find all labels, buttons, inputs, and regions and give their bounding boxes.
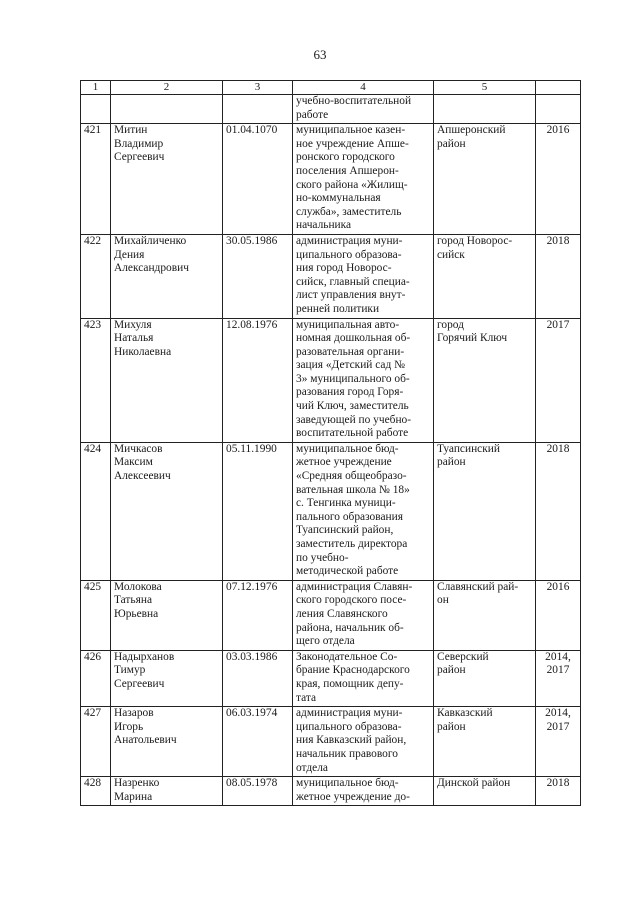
years-cell	[536, 442, 581, 580]
column-header: 4	[293, 81, 434, 95]
year-line: 2014,	[545, 650, 571, 663]
organization-line: отдела	[296, 761, 328, 774]
continuation-row	[81, 95, 581, 124]
years-cell	[536, 124, 581, 235]
year-line: 2018	[546, 234, 570, 247]
organization-line: муниципальная авто-	[296, 318, 400, 331]
name-line: Митин	[114, 124, 148, 137]
column-header: 1	[81, 81, 111, 95]
years-cell	[536, 707, 581, 777]
table-row	[81, 124, 581, 235]
years-cell	[536, 234, 581, 318]
name-line: Николаевна	[114, 345, 172, 358]
name-line: Анатольевич	[114, 734, 177, 747]
district-cell	[434, 650, 536, 706]
row-number-cell: 428	[81, 777, 111, 806]
district-line: Горячий Ключ	[437, 332, 508, 345]
full-name-cell	[111, 318, 223, 442]
column-header: 5	[434, 81, 536, 95]
organization-line: муниципальное бюд-	[296, 442, 399, 455]
organization-cell	[293, 318, 434, 442]
registry-table	[80, 80, 581, 806]
district-line: город Новорос-	[437, 234, 513, 247]
organization-line: пального образования	[296, 510, 403, 523]
organization-line: зация «Детский сад №	[296, 359, 406, 372]
full-name-cell	[111, 234, 223, 318]
organization-line: тата	[296, 691, 317, 704]
organization-line: района, начальник об-	[296, 621, 404, 634]
organization-line: Туапсинский район,	[296, 524, 394, 537]
organization-line: вательная школа № 18»	[296, 483, 410, 496]
organization-line: по учебно-	[296, 551, 349, 564]
name-line: Максим	[114, 456, 153, 469]
organization-line: администрация Славян-	[296, 580, 413, 593]
name-line: Владимир	[114, 137, 164, 150]
full-name-cell	[111, 650, 223, 706]
district-line: Туапсинский	[437, 442, 500, 455]
organization-cell	[293, 95, 434, 124]
year-line: 2016	[546, 124, 570, 137]
name-line: Наталья	[114, 332, 154, 345]
year-line: 2018	[546, 777, 570, 790]
name-line: Назаров	[114, 707, 154, 720]
district-cell	[434, 234, 536, 318]
name-line: Дения	[114, 248, 145, 261]
organization-cell	[293, 234, 434, 318]
organization-line: ципального образова-	[296, 248, 402, 261]
organization-line: брание Краснодарского	[296, 664, 410, 677]
organization-line: но-коммунальная	[296, 192, 381, 205]
cell-empty	[223, 95, 293, 124]
name-line: Сергеевич	[114, 677, 165, 690]
row-number-cell: 422	[81, 234, 111, 318]
organization-line: чий Ключ, заместитель	[296, 400, 409, 413]
organization-line: поселения Апшерон-	[296, 164, 399, 177]
table-row	[81, 650, 581, 706]
page-number: 63	[313, 47, 327, 62]
years-cell	[536, 777, 581, 806]
organization-line: лист управления внут-	[296, 289, 406, 302]
organization-line: ления Славянского	[296, 607, 388, 620]
organization-line: сийск, главный специа-	[296, 275, 410, 288]
organization-line: ния город Новорос-	[296, 262, 392, 275]
cell-empty	[434, 95, 536, 124]
organization-line: с. Тенгинка муници-	[296, 497, 396, 510]
table-row	[81, 777, 581, 806]
organization-line: разовательная органи-	[296, 345, 405, 358]
column-header	[536, 81, 581, 95]
organization-line: ского городского посе-	[296, 594, 407, 607]
full-name-cell	[111, 580, 223, 650]
name-line: Михайличенко	[114, 234, 187, 247]
cell-empty	[536, 95, 581, 124]
years-cell	[536, 580, 581, 650]
years-cell	[536, 318, 581, 442]
name-line: Тимур	[114, 664, 146, 677]
row-number-cell: 423	[81, 318, 111, 442]
organization-line: ное учреждение Апше-	[296, 137, 409, 150]
organization-line: ния Кавказский район,	[296, 734, 407, 747]
name-line: Алексеевич	[114, 470, 171, 483]
column-header: 2	[111, 81, 223, 95]
row-number-cell: 426	[81, 650, 111, 706]
district-line: Апшеронский	[437, 124, 506, 137]
district-line: район	[437, 664, 466, 677]
organization-line: ренней политики	[296, 302, 380, 315]
birth-date-cell: 03.03.1986	[223, 650, 293, 706]
organization-cell	[293, 580, 434, 650]
year-line: 2018	[546, 442, 570, 455]
name-line: Марина	[114, 790, 153, 803]
organization-cell	[293, 707, 434, 777]
organization-line: администрация муни-	[296, 707, 403, 720]
row-number-cell: 427	[81, 707, 111, 777]
table-row	[81, 580, 581, 650]
district-line: сийск	[437, 248, 465, 261]
district-cell	[434, 707, 536, 777]
district-line: Северский	[437, 650, 489, 663]
cell-empty	[81, 95, 111, 124]
name-line: Юрьевна	[114, 607, 159, 620]
organization-line: ципального образова-	[296, 720, 402, 733]
table-row	[81, 442, 581, 580]
birth-date-cell: 06.03.1974	[223, 707, 293, 777]
organization-cell	[293, 124, 434, 235]
full-name-cell	[111, 442, 223, 580]
years-cell	[536, 650, 581, 706]
organization-line: муниципальное бюд-	[296, 777, 399, 790]
organization-line: жетное учреждение до-	[296, 790, 410, 803]
district-line: район	[437, 720, 466, 733]
cell-empty	[111, 95, 223, 124]
district-line: Кавказский	[437, 707, 493, 720]
organization-line: заведующей по учебно-	[296, 413, 412, 426]
organization-line: служба», заместитель	[296, 205, 402, 218]
birth-date-cell: 12.08.1976	[223, 318, 293, 442]
table-row	[81, 234, 581, 318]
table-row	[81, 318, 581, 442]
organization-line: края, помощник депу-	[296, 677, 404, 690]
district-cell	[434, 124, 536, 235]
birth-date-cell: 07.12.1976	[223, 580, 293, 650]
full-name-cell	[111, 124, 223, 235]
birth-date-cell: 05.11.1990	[223, 442, 293, 580]
district-line: Динской район	[437, 777, 511, 790]
organization-cell	[293, 650, 434, 706]
row-number-cell: 421	[81, 124, 111, 235]
organization-line: начальник правового	[296, 747, 398, 760]
name-line: Татьяна	[114, 594, 152, 607]
birth-date-cell: 08.05.1978	[223, 777, 293, 806]
row-number-cell: 424	[81, 442, 111, 580]
organization-line: муниципальное казен-	[296, 124, 406, 137]
year-line: 2017	[546, 318, 570, 331]
column-header: 3	[223, 81, 293, 95]
name-line: Сергеевич	[114, 151, 165, 164]
organization-line: ронского городского	[296, 151, 395, 164]
organization-line: «Средняя общеобразо-	[296, 470, 407, 483]
name-line: Молокова	[114, 580, 162, 593]
organization-line: учебно-воспитательной	[296, 95, 412, 107]
organization-line: Законодательное Со-	[296, 650, 398, 663]
full-name-cell	[111, 777, 223, 806]
district-line: Славянский рай-	[437, 580, 519, 593]
row-number-cell: 425	[81, 580, 111, 650]
organization-line: воспитательной работе	[296, 427, 409, 440]
district-line: район	[437, 137, 466, 150]
year-line: 2014,	[545, 707, 571, 720]
birth-date-cell: 30.05.1986	[223, 234, 293, 318]
district-cell	[434, 442, 536, 580]
name-line: Михуля	[114, 318, 152, 331]
table-body	[81, 95, 581, 806]
district-line: город	[437, 318, 464, 331]
organization-cell	[293, 777, 434, 806]
organization-cell	[293, 442, 434, 580]
organization-line: администрация муни-	[296, 234, 403, 247]
organization-line: методической работе	[296, 565, 399, 578]
header-row	[81, 81, 581, 95]
name-line: Надырханов	[114, 650, 175, 663]
birth-date-cell: 01.04.1070	[223, 124, 293, 235]
full-name-cell	[111, 707, 223, 777]
district-cell	[434, 580, 536, 650]
organization-line: начальника	[296, 219, 352, 232]
organization-line: жетное учреждение	[296, 456, 392, 469]
organization-line: номная дошкольная об-	[296, 332, 411, 345]
year-line: 2017	[546, 720, 570, 733]
name-line: Игорь	[114, 720, 144, 733]
organization-line: 3» муниципального об-	[296, 372, 410, 385]
table-row	[81, 707, 581, 777]
year-line: 2016	[546, 580, 570, 593]
district-cell	[434, 318, 536, 442]
organization-line: работе	[296, 108, 329, 121]
organization-line: щего отдела	[296, 635, 355, 648]
district-line: район	[437, 456, 466, 469]
name-line: Александрович	[114, 262, 189, 275]
name-line: Назренко	[114, 777, 160, 790]
name-line: Мичкасов	[114, 442, 163, 455]
organization-line: ского района «Жилищ-	[296, 178, 408, 191]
organization-line: разования город Горя-	[296, 386, 404, 399]
organization-line: заместитель директора	[296, 538, 408, 550]
district-line: он	[437, 594, 449, 607]
district-cell	[434, 777, 536, 806]
year-line: 2017	[546, 664, 570, 677]
